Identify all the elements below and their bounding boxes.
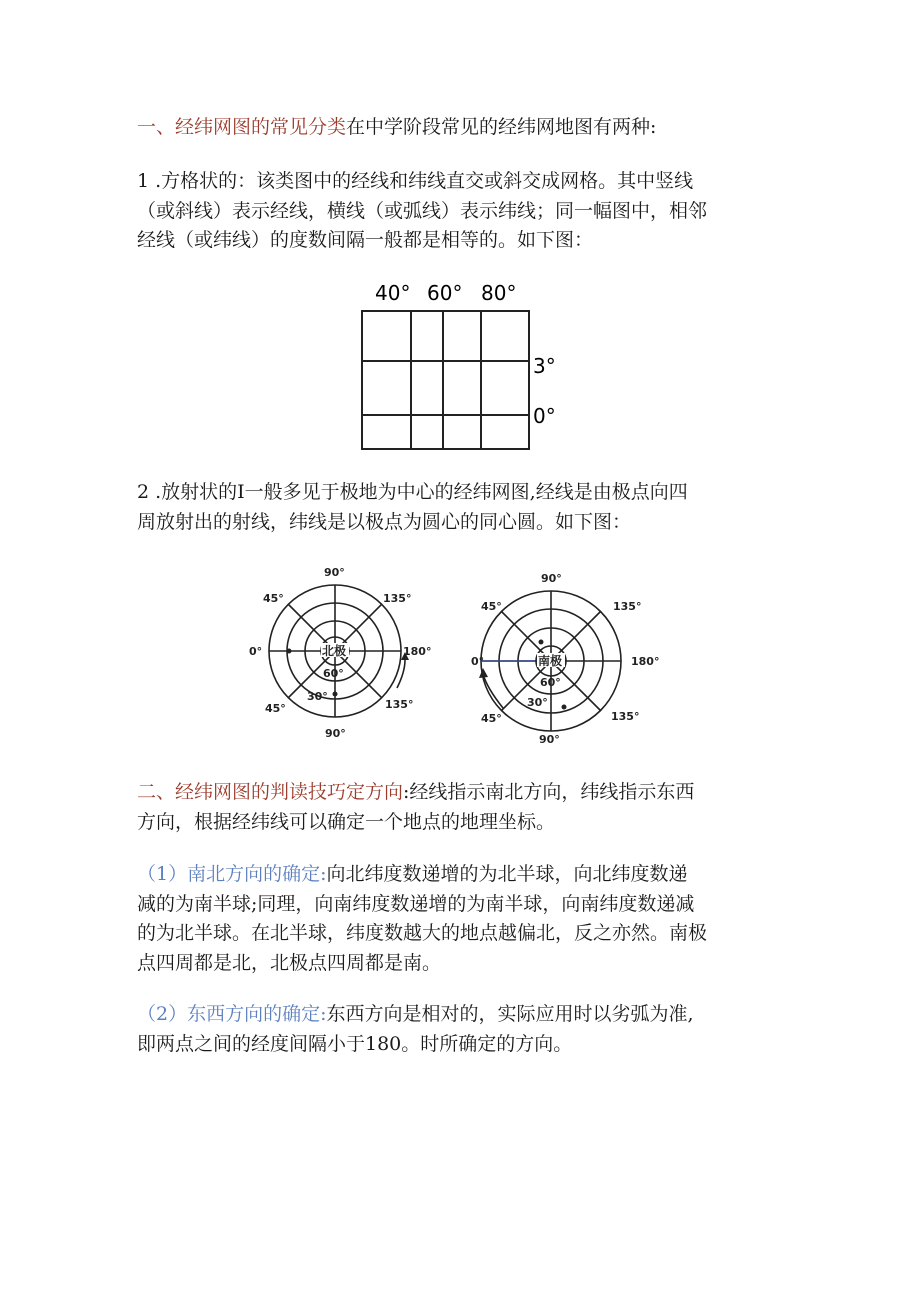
grid-label-right: 0° (533, 404, 556, 428)
north-label-lat30: 30° (307, 690, 328, 703)
section2-text: :经线指示南北方向，纬线指示东西 (403, 781, 695, 803)
north-polar-diagram (249, 566, 431, 740)
north-label-top-right: 135° (383, 592, 412, 605)
south-polar-diagram (471, 572, 659, 746)
grid-label-right: 3° (533, 354, 556, 378)
south-label-bottom: 90° (539, 733, 560, 746)
item1-line: 1 .方格状的：该类图中的经线和纬线直交或斜交成网格。其中竖线 (137, 170, 694, 192)
item2-line: 周放射出的射线，纬线是以极点为圆心的同心圆。如下图： (137, 510, 632, 533)
south-label-top-left: 45° (481, 600, 502, 613)
north-label-bottom-right: 135° (385, 698, 414, 711)
sub1-paragraph (137, 860, 787, 978)
sub1-heading: （1）南北方向的确定: (137, 863, 327, 885)
sub1-text: 向北纬度数递增的为北半球，向北纬度数递 (326, 863, 688, 885)
north-label-top: 90° (324, 566, 345, 579)
grid-figure (355, 275, 570, 455)
north-label-top-left: 45° (263, 592, 284, 605)
south-label-top: 90° (541, 572, 562, 585)
sub1-text: 的为北半球。在北半球，纬度数越大的地点越偏北，反之亦然。南极 (137, 922, 708, 944)
south-center-label: 南极 (538, 654, 563, 668)
south-label-top-right: 135° (613, 600, 642, 613)
grid-lines (362, 311, 529, 449)
grid-label-top: 40° (375, 281, 411, 305)
grid-label-top: 80° (481, 281, 517, 305)
sub1-text: 点四周都是北，北极点四周都是南。 (137, 951, 442, 974)
sub1-text: 减的为南半球;同理，向南纬度数递增的为南半球，向南纬度数递减 (137, 892, 695, 915)
grid-label-top: 60° (427, 281, 463, 305)
south-label-lat30: 30° (527, 696, 548, 709)
north-label-lat60: 60° (323, 667, 344, 680)
south-label-left: 0° (471, 655, 485, 668)
section2-text: 方向，根据经纬线可以确定一个地点的地理坐标。 (137, 810, 556, 833)
item1-line: 经线（或纬线）的度数间隔一般都是相等的。如下图： (137, 229, 594, 251)
sub2-heading: （2）东西方向的确定: (137, 1003, 327, 1025)
section1-intro: 在中学阶段常见的经纬网地图有两种: (346, 116, 657, 138)
north-label-right: 180° (403, 645, 432, 658)
south-label-bottom-right: 135° (611, 710, 640, 723)
north-center-label: 北极 (322, 644, 347, 658)
item1-paragraph (137, 167, 787, 256)
south-label-right: 180° (631, 655, 660, 668)
item2-line: 2 .放射状的I一般多见于极地为中心的经纬网图,经线是由极点向四 (137, 481, 688, 503)
south-label-lat60: 60° (540, 676, 561, 689)
north-label-bottom: 90° (325, 727, 346, 740)
south-label-bottom-left: 45° (481, 712, 502, 725)
section2-heading: 二、经纬网图的判读技巧定方向 (137, 781, 404, 803)
north-label-left: 0° (249, 645, 263, 658)
item2-paragraph (137, 478, 787, 537)
polar-figure (245, 560, 675, 750)
sub2-paragraph (137, 1000, 787, 1059)
section1-paragraph (137, 113, 787, 143)
north-label-bottom-left: 45° (265, 702, 286, 715)
section2-paragraph (137, 778, 787, 837)
item1-line: （或斜线）表示经线，横线（或弧线）表示纬线；同一幅图中，相邻 (137, 199, 708, 222)
section1-heading: 一、经纬网图的常见分类 (137, 116, 347, 138)
sub2-text: 即两点之间的经度间隔小于180。时所确定的方向。 (137, 1032, 573, 1055)
sub2-text: 东西方向是相对的，实际应用时以劣弧为准, (326, 1003, 694, 1025)
